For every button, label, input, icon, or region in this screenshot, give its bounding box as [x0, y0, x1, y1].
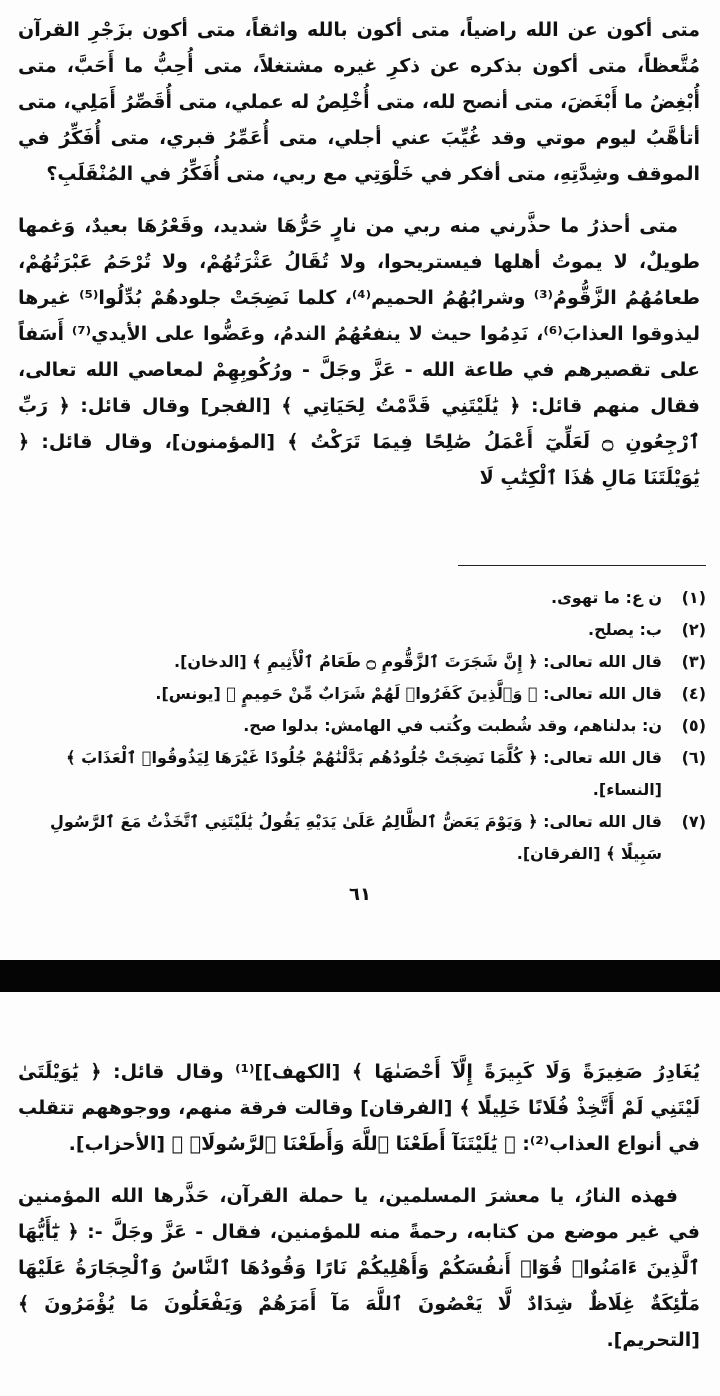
page-number: ٦١ — [349, 884, 371, 905]
footnote-7-text: قال الله تعالى: ﴿ وَيَوْمَ يَعَضُّ ٱلظَّالِمُ عَلَىٰ يَدَيْهِ يَقُولُ يَٰلَيْتَنِي ٱتَّخَذْتُ مَعَ ٱلرَّسُولِ سَبِيلًا ﴾ [الفرقان]. — [49, 812, 662, 863]
footnote-6-text: قال الله تعالى: ﴿ كُلَّمَا نَضِجَتْ جُلُودُهُم بَدَّلْنَٰهُمْ جُلُودًا غَيْرَهَا لِيَذُوقُوا۟ ٱلْعَذَابَ ﴾ [النساء]. — [66, 748, 662, 799]
top-body-text — [18, 12, 700, 512]
footnote-6 — [18, 742, 706, 806]
footnote-5-text: ن: بدلناهم، وقد شُطبت وكُتب في الهامش: بدلوا صح. — [243, 716, 662, 735]
footnotes — [18, 582, 706, 870]
footnote-5 — [18, 710, 706, 742]
footnote-1-text: ن ع: ما تهوى. — [551, 588, 662, 607]
footnote-3 — [18, 646, 706, 678]
footnote-3-number: (٣) — [681, 652, 706, 671]
bottom-paragraph-1: يُغَادِرُ صَغِيرَةً وَلَا كَبِيرَةً إِلَّآ أَحْصَىٰهَا ﴾ [الكهف]]⁽¹⁾ وقال قائل: ﴿ يَٰوَيْلَتَىٰ لَيْتَنِي لَمْ أَتَّخِذْ فُلَانًا خَلِيلًا ﴾ [الفرقان] وقالت فرقة منهم، ووجوههم تتقلب في أنواع العذاب⁽²⁾: ﴿ يَٰلَيْتَنَآ أَطَعْنَا ٱللَّهَ وَأَطَعْنَا ٱلرَّسُولَا۠ ﴾ [الأحزاب]. — [18, 1061, 700, 1155]
footnote-4 — [18, 678, 706, 710]
bottom-body-text — [18, 1054, 700, 1374]
top-paragraph-1: متى أكون عن الله راضياً، متى أكون بالله واثقاً، متى أكون بزَجْرِ القرآن مُتَّعظاً، متى أكون بذكره عن ذكرِ غيره مشتغلاً، متى أُحِبُّ ما أَحَبَّ، متى أُبْغِضُ ما أَبْغَضَ، متى أنصح لله، متى أُخْلِصُ له عملي، متى أُقَصِّرُ أَمَلِي، متى أتأهَّبُ ليوم موتي وقد غُيِّبَ عني أجلي، متى أُعَمِّرُ قبري، متى أُفَكِّرُ في الموقف وشِدَّتِهِ، متى أفكر في خَلْوَتِي مع ربي، متى أُفَكِّرُ في المُنْقَلَبِ؟ — [18, 19, 700, 185]
bottom-paragraph-2: فهذه النارُ، يا معشرَ المسلمين، يا حملة القرآن، حَذَّرها الله المؤمنين في غير موضع من كتابه، رحمةً منه للمؤمنين، فقال - عَزَّ وجَلَّ -: ﴿ يَٰٓأَيُّهَا ٱلَّذِينَ ءَامَنُوا۟ قُوٓا۟ أَنفُسَكُمْ وَأَهْلِيكُمْ نَارًا وَقُودُهَا ٱلنَّاسُ وَٱلْحِجَارَةُ عَلَيْهَا مَلَٰٓئِكَةٌ غِلَاظٌ شِدَادٌ لَّا يَعْصُونَ ٱللَّهَ مَآ أَمَرَهُمْ وَيَفْعَلُونَ مَا يُؤْمَرُونَ ﴾ [التحريم]. — [18, 1185, 700, 1351]
footnote-2 — [18, 614, 706, 646]
page-separator-band — [0, 960, 720, 992]
footnote-2-text: ب: يصلح. — [588, 620, 662, 639]
bottom-page — [0, 992, 720, 1396]
footnote-separator — [458, 565, 706, 566]
footnote-4-text: قال الله تعالى: ﴿ وَٱلَّذِينَ كَفَرُوا۟ لَهُمْ شَرَابٌ مِّنْ حَمِيمٍ ﴾ [يونس]. — [155, 684, 662, 703]
footnote-4-number: (٤) — [681, 684, 706, 703]
footnote-1-number: (١) — [681, 588, 706, 607]
footnote-6-number: (٦) — [681, 748, 706, 767]
footnote-7-number: (٧) — [681, 812, 706, 831]
footnote-2-number: (٢) — [681, 620, 706, 639]
footnote-5-number: (٥) — [681, 716, 706, 735]
footnote-3-text: قال الله تعالى: ﴿ إِنَّ شَجَرَتَ ٱلزَّقُّومِ ۝ طَعَامُ ٱلْأَثِيمِ ﴾ [الدخان]. — [174, 652, 662, 671]
footnote-7 — [18, 806, 706, 870]
footnote-1 — [18, 582, 706, 614]
top-paragraph-2: متى أحذرُ ما حذَّرني منه ربي من نارٍ حَرُّهَا شديد، وقَعْرُهَا بعيدٌ، وَغمها طويلٌ، لا يموتُ أهلها فيستريحوا، ولا تُقَالُ عَثْرَتُهُمْ، ولا تُرْحَمُ عَبْرَتُهُمْ، طعامُهُمُ الزَّقُّومُ⁽³⁾ وشرابُهُمُ الحميم⁽⁴⁾، كلما نَضِجَتْ جلودهُمْ بُدِّلُوا⁽⁵⁾ غيرها ليذوقوا العذابَ⁽⁶⁾، نَدِمُوا حيث لا ينفعُهُمُ الندمُ، وعَضُّوا على الأيدي⁽⁷⁾ أَسَفاً على تقصيرهم في طاعة الله - عَزَّ وجَلَّ - ورُكُوبِهِمْ لمعاصي الله تعالى، فقال منهم قائل: ﴿ يَٰلَيْتَنِي قَدَّمْتُ لِحَيَاتِي ﴾ [الفجر] وقال قائل: ﴿ رَبِّ ٱرْجِعُونِ ۝ لَعَلِّيٓ أَعْمَلُ صَٰلِحًا فِيمَا تَرَكْتُ ﴾ [المؤمنون]، وقال قائل: ﴿ يَٰوَيْلَتَنَا مَالِ هَٰذَا ٱلْكِتَٰبِ لَا — [18, 215, 700, 489]
